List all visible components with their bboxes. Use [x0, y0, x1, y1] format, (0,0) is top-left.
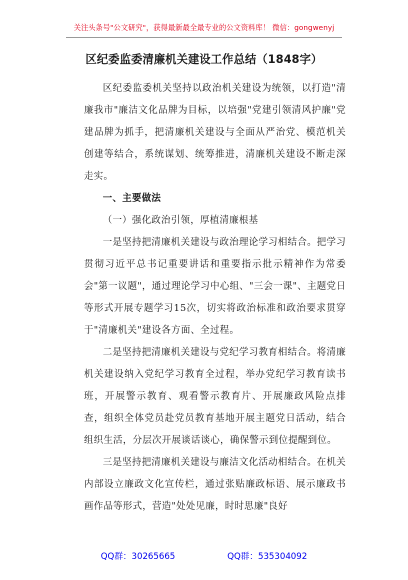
sub-heading: （一）强化政治引领，厚植清廉根基	[102, 215, 259, 226]
body-paragraph: 区纪委监委机关坚持以政治机关建设为统领，以打造"清廉我市"廉洁文化品牌为目标，以培强"党建引领清风护廉"党建品牌为抓手，把清廉机关建设与全面从严治党、模范机关创建等结合，系统谋划、统筹推进，清廉机关建设不断走深走实。	[84, 83, 346, 182]
body-paragraph: 一是坚持把清廉机关建设与政治理论学习相结合。把学习贯彻习近平总书记重要讲话和重要指示批示精神作为常委会"第一议题"，通过理论学习中心组、"三会一课"、主题党日等形式开展专题学习15次，切实将政治标准和政治要求贯穿于"清廉机关"建设各方面、全过程。	[84, 237, 346, 336]
header-divider	[66, 37, 342, 38]
section-heading: 一、主要做法	[102, 193, 162, 204]
body-paragraph: 二是坚持把清廉机关建设与党纪学习教育相结合。将清廉机关建设纳入党纪学习教育全过程，举办党纪学习教育读书班，开展警示教育、观看警示教育片、开展廉政风险点排查，组织全体党员赴党员教育基地开展主题党日活动，结合组织生活，分层次开展谈话谈心，确保警示到位提醒到位。	[84, 347, 346, 446]
header-banner: 关注头条号"公文研究"，获得最新最全最专业的公文资料库！ 微信：gongwenyj	[73, 23, 335, 32]
footer-contact	[0, 551, 408, 563]
qq-group-1[interactable]: QQ群：30265665	[100, 552, 176, 562]
qq-group-2[interactable]: QQ群：535304092	[227, 552, 308, 562]
document-body	[84, 78, 346, 518]
body-paragraph: 三是坚持把清廉机关建设与廉洁文化活动相结合。在机关内部设立廉政文化宣传栏，通过张贴廉政标语、展示廉政书画作品等形式，营造"处处见廉，时时思廉"良好	[84, 457, 346, 512]
document-title: 区纪委监委清廉机关建设工作总结（1848字）	[85, 53, 323, 66]
